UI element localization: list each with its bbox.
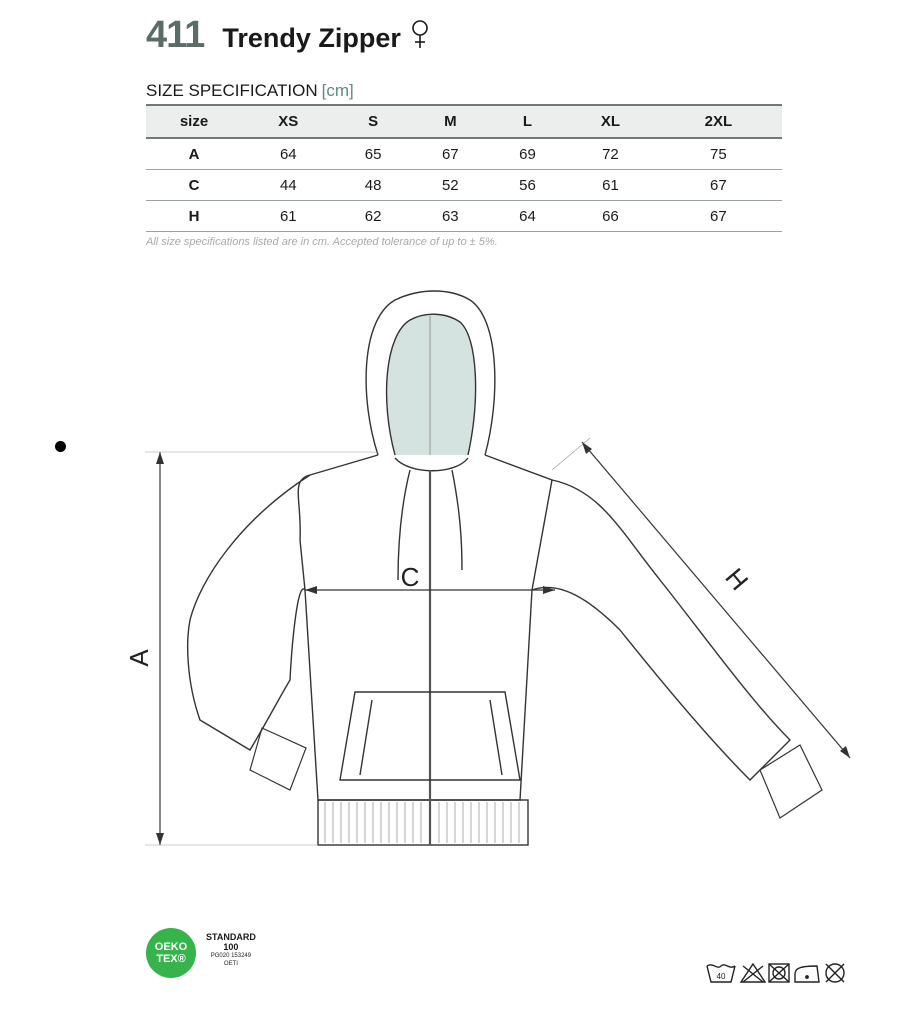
table-cell: 62	[335, 201, 412, 232]
column-header: 2XL	[655, 105, 782, 138]
table-cell: 61	[566, 170, 655, 201]
table-cell: 61	[242, 201, 335, 232]
tolerance-note: All size specifications listed are in cm. Accepted tolerance of up to ± 5%.	[146, 236, 498, 248]
left-cuff	[250, 728, 306, 790]
table-cell: 65	[335, 138, 412, 170]
oeko-tex-certification	[146, 928, 256, 978]
table-cell: 44	[242, 170, 335, 201]
wash-40-icon	[707, 965, 735, 982]
table-header-row	[146, 105, 782, 138]
wash-temp: 40	[716, 972, 726, 981]
table-cell: 69	[489, 138, 566, 170]
spec-title	[146, 81, 354, 101]
row-label: A	[146, 138, 242, 170]
product-name: Trendy Zipper	[222, 23, 401, 53]
left-sleeve	[188, 475, 310, 750]
hem-band	[318, 800, 528, 845]
cert-code: PG020 153249	[210, 953, 252, 959]
table-cell: 48	[335, 170, 412, 201]
spec-unit: [cm]	[321, 81, 354, 100]
no-dry-clean-icon	[826, 964, 844, 982]
table-cell: 64	[242, 138, 335, 170]
cert-institute: OETI	[223, 961, 238, 967]
table-cell: 75	[655, 138, 782, 170]
row-label: H	[146, 201, 242, 232]
column-header: M	[412, 105, 489, 138]
right-cuff	[760, 745, 822, 818]
size-table	[146, 104, 782, 232]
label-a: A	[124, 649, 154, 667]
cert-details	[206, 932, 256, 968]
logo-line2: TEX®	[156, 953, 186, 965]
table-cell: 67	[655, 201, 782, 232]
column-header: XS	[242, 105, 335, 138]
no-tumble-dry-icon	[769, 964, 789, 982]
right-sleeve	[532, 480, 790, 780]
product-header	[146, 14, 429, 57]
hood-inner	[387, 314, 476, 455]
table-row	[146, 170, 782, 201]
table-row	[146, 138, 782, 170]
cert-standard: STANDARD	[206, 932, 256, 942]
no-bleach-icon	[741, 964, 765, 982]
logo-line1: OEKO	[154, 941, 188, 953]
label-h: H	[719, 562, 755, 597]
measure-h-line	[582, 442, 850, 758]
table-cell: 56	[489, 170, 566, 201]
column-header: S	[335, 105, 412, 138]
table-cell: 64	[489, 201, 566, 232]
female-symbol-icon	[411, 19, 429, 49]
care-symbols	[705, 960, 855, 986]
column-header: L	[489, 105, 566, 138]
column-header: XL	[566, 105, 655, 138]
cert-number: 100	[223, 942, 239, 952]
oeko-tex-logo	[146, 928, 196, 978]
table-cell: 52	[412, 170, 489, 201]
table-row	[146, 201, 782, 232]
spec-title-text: SIZE SPECIFICATION	[146, 81, 318, 100]
iron-low-icon	[795, 966, 819, 982]
hoodie-diagram	[0, 280, 917, 870]
column-header: size	[146, 105, 242, 138]
label-c: C	[400, 562, 420, 592]
table-cell: 66	[566, 201, 655, 232]
table-cell: 72	[566, 138, 655, 170]
model-number: 411	[146, 14, 205, 56]
table-cell: 67	[655, 170, 782, 201]
table-cell: 67	[412, 138, 489, 170]
row-label: C	[146, 170, 242, 201]
table-cell: 63	[412, 201, 489, 232]
